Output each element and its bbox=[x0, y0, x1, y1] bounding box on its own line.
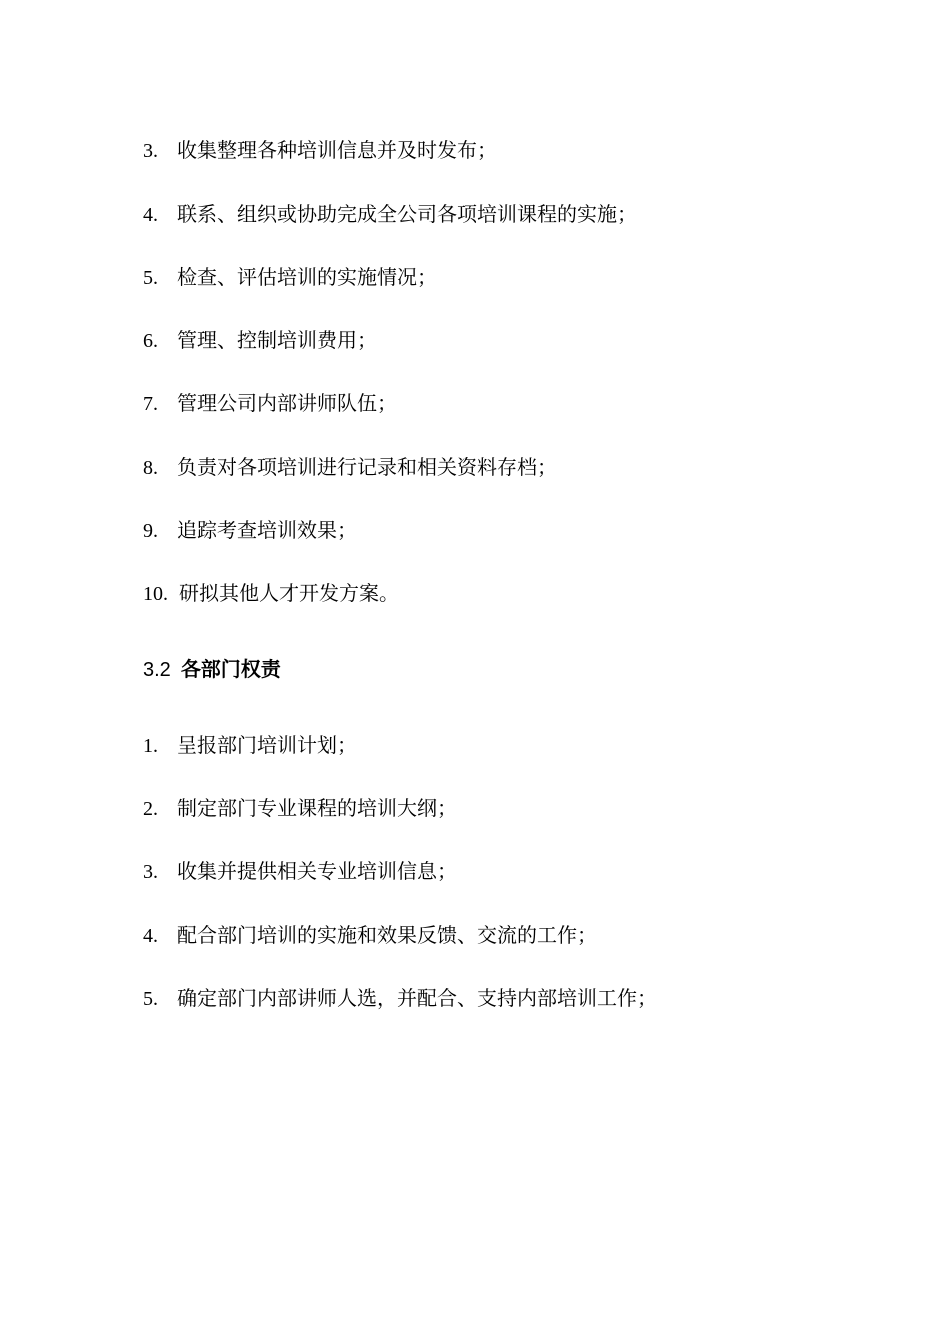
section-title: 各部门权责 bbox=[180, 657, 281, 681]
list-item-number: 5. bbox=[143, 988, 158, 1010]
list-item bbox=[143, 387, 397, 419]
list-item-number: 3. bbox=[143, 861, 158, 883]
list-item-number: 5. bbox=[143, 267, 158, 289]
list-item bbox=[143, 577, 399, 609]
list-item-text: 收集并提供相关专业培训信息； bbox=[177, 859, 457, 883]
list-item-text: 追踪考查培训效果； bbox=[177, 518, 357, 542]
list-item-number: 7. bbox=[143, 393, 158, 415]
list-item bbox=[143, 261, 437, 293]
list-item-text: 管理公司内部讲师队伍； bbox=[177, 391, 397, 415]
list-item-text: 负责对各项培训进行记录和相关资料存档； bbox=[177, 455, 557, 479]
list-item bbox=[143, 919, 597, 951]
list-item-number: 8. bbox=[143, 457, 158, 479]
list-item bbox=[143, 982, 657, 1014]
list-item-number: 1. bbox=[143, 735, 158, 757]
list-item-number: 4. bbox=[143, 925, 158, 947]
list-item-text: 确定部门内部讲师人选，并配合、支持内部培训工作； bbox=[177, 986, 657, 1010]
list-item-number: 9. bbox=[143, 520, 158, 542]
list-item bbox=[143, 514, 357, 546]
list-item bbox=[143, 198, 637, 230]
list-item-text: 检查、评估培训的实施情况； bbox=[177, 265, 437, 289]
list-item-text: 研拟其他人才开发方案。 bbox=[179, 581, 399, 605]
list-item-text: 收集整理各种培训信息并及时发布； bbox=[177, 138, 497, 162]
list-item bbox=[143, 792, 457, 824]
list-item bbox=[143, 451, 557, 483]
list-item bbox=[143, 855, 457, 887]
list-item-number: 3. bbox=[143, 140, 158, 162]
list-item-text: 联系、组织或协助完成全公司各项培训课程的实施； bbox=[177, 202, 637, 226]
list-item-number: 4. bbox=[143, 204, 158, 226]
list-item-text: 制定部门专业课程的培训大纲； bbox=[177, 796, 457, 820]
list-item-text: 配合部门培训的实施和效果反馈、交流的工作； bbox=[177, 923, 597, 947]
section-heading bbox=[143, 653, 281, 685]
section-number: 3.2 bbox=[143, 659, 171, 681]
list-item-text: 呈报部门培训计划； bbox=[177, 733, 357, 757]
list-item-number: 6. bbox=[143, 330, 158, 352]
list-item-text: 管理、控制培训费用； bbox=[177, 328, 377, 352]
list-item bbox=[143, 134, 497, 166]
list-item-number: 2. bbox=[143, 798, 158, 820]
list-item bbox=[143, 324, 377, 356]
list-item-number: 10. bbox=[143, 583, 168, 605]
list-item bbox=[143, 729, 357, 761]
